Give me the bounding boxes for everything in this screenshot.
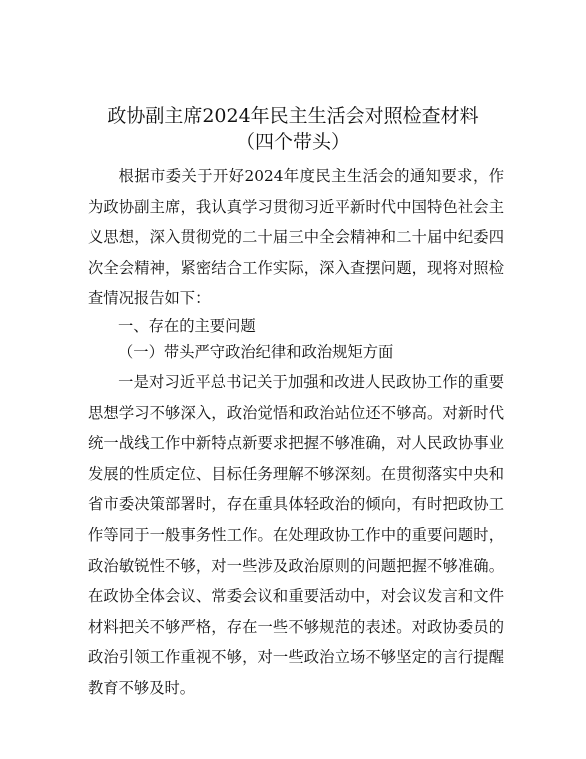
document-title: 政协副主席2024年民主生活会对照检查材料 — [107, 105, 479, 127]
main-paragraph-text: 一是对习近平总书记关于加强和改进人民政协工作的重要思想学习不够深入，政治觉悟和政治站位还不够高。对新时代统一战线工作中新特点新要求把握不够准确，对人民政协事业发展的性质定位、目标任务理解不够深刻。在贯彻落实中央和省市委决策部署时，存在重具体轻政治的倾向，有时把政协工作等同于一般事务性工作。在处理政协工作中的重要问题时，政治敏锐性不够，对一些涉及政治原则的问题把握不够准确。在政协全体会议、常委会议和重要活动中，对会议发言和文件材料把关不够严格，存在一些不够规范的表述。对政协委员的政治引领工作重视不够，对一些政治立场不够坚定的言行提醒教育不够及时。 — [88, 373, 504, 697]
intro-paragraph — [88, 161, 504, 314]
intro-paragraph-text: 根据市委关于开好2024年度民主生活会的通知要求，作为政协副主席，我认真学习贯彻习近平新时代中国特色社会主义思想，深入贯彻党的二十届三中全会精神和二十届中纪委四次全会精神，紧密结合工作实际，深入查摆问题，现将对照检查情况报告如下： — [88, 167, 504, 308]
subsection-heading: （一）带头严守政治纪律和政治规矩方面 — [118, 343, 394, 361]
main-paragraph — [88, 367, 504, 704]
document-subtitle: （四个带头） — [235, 131, 350, 153]
section-heading: 一、存在的主要问题 — [118, 317, 256, 335]
